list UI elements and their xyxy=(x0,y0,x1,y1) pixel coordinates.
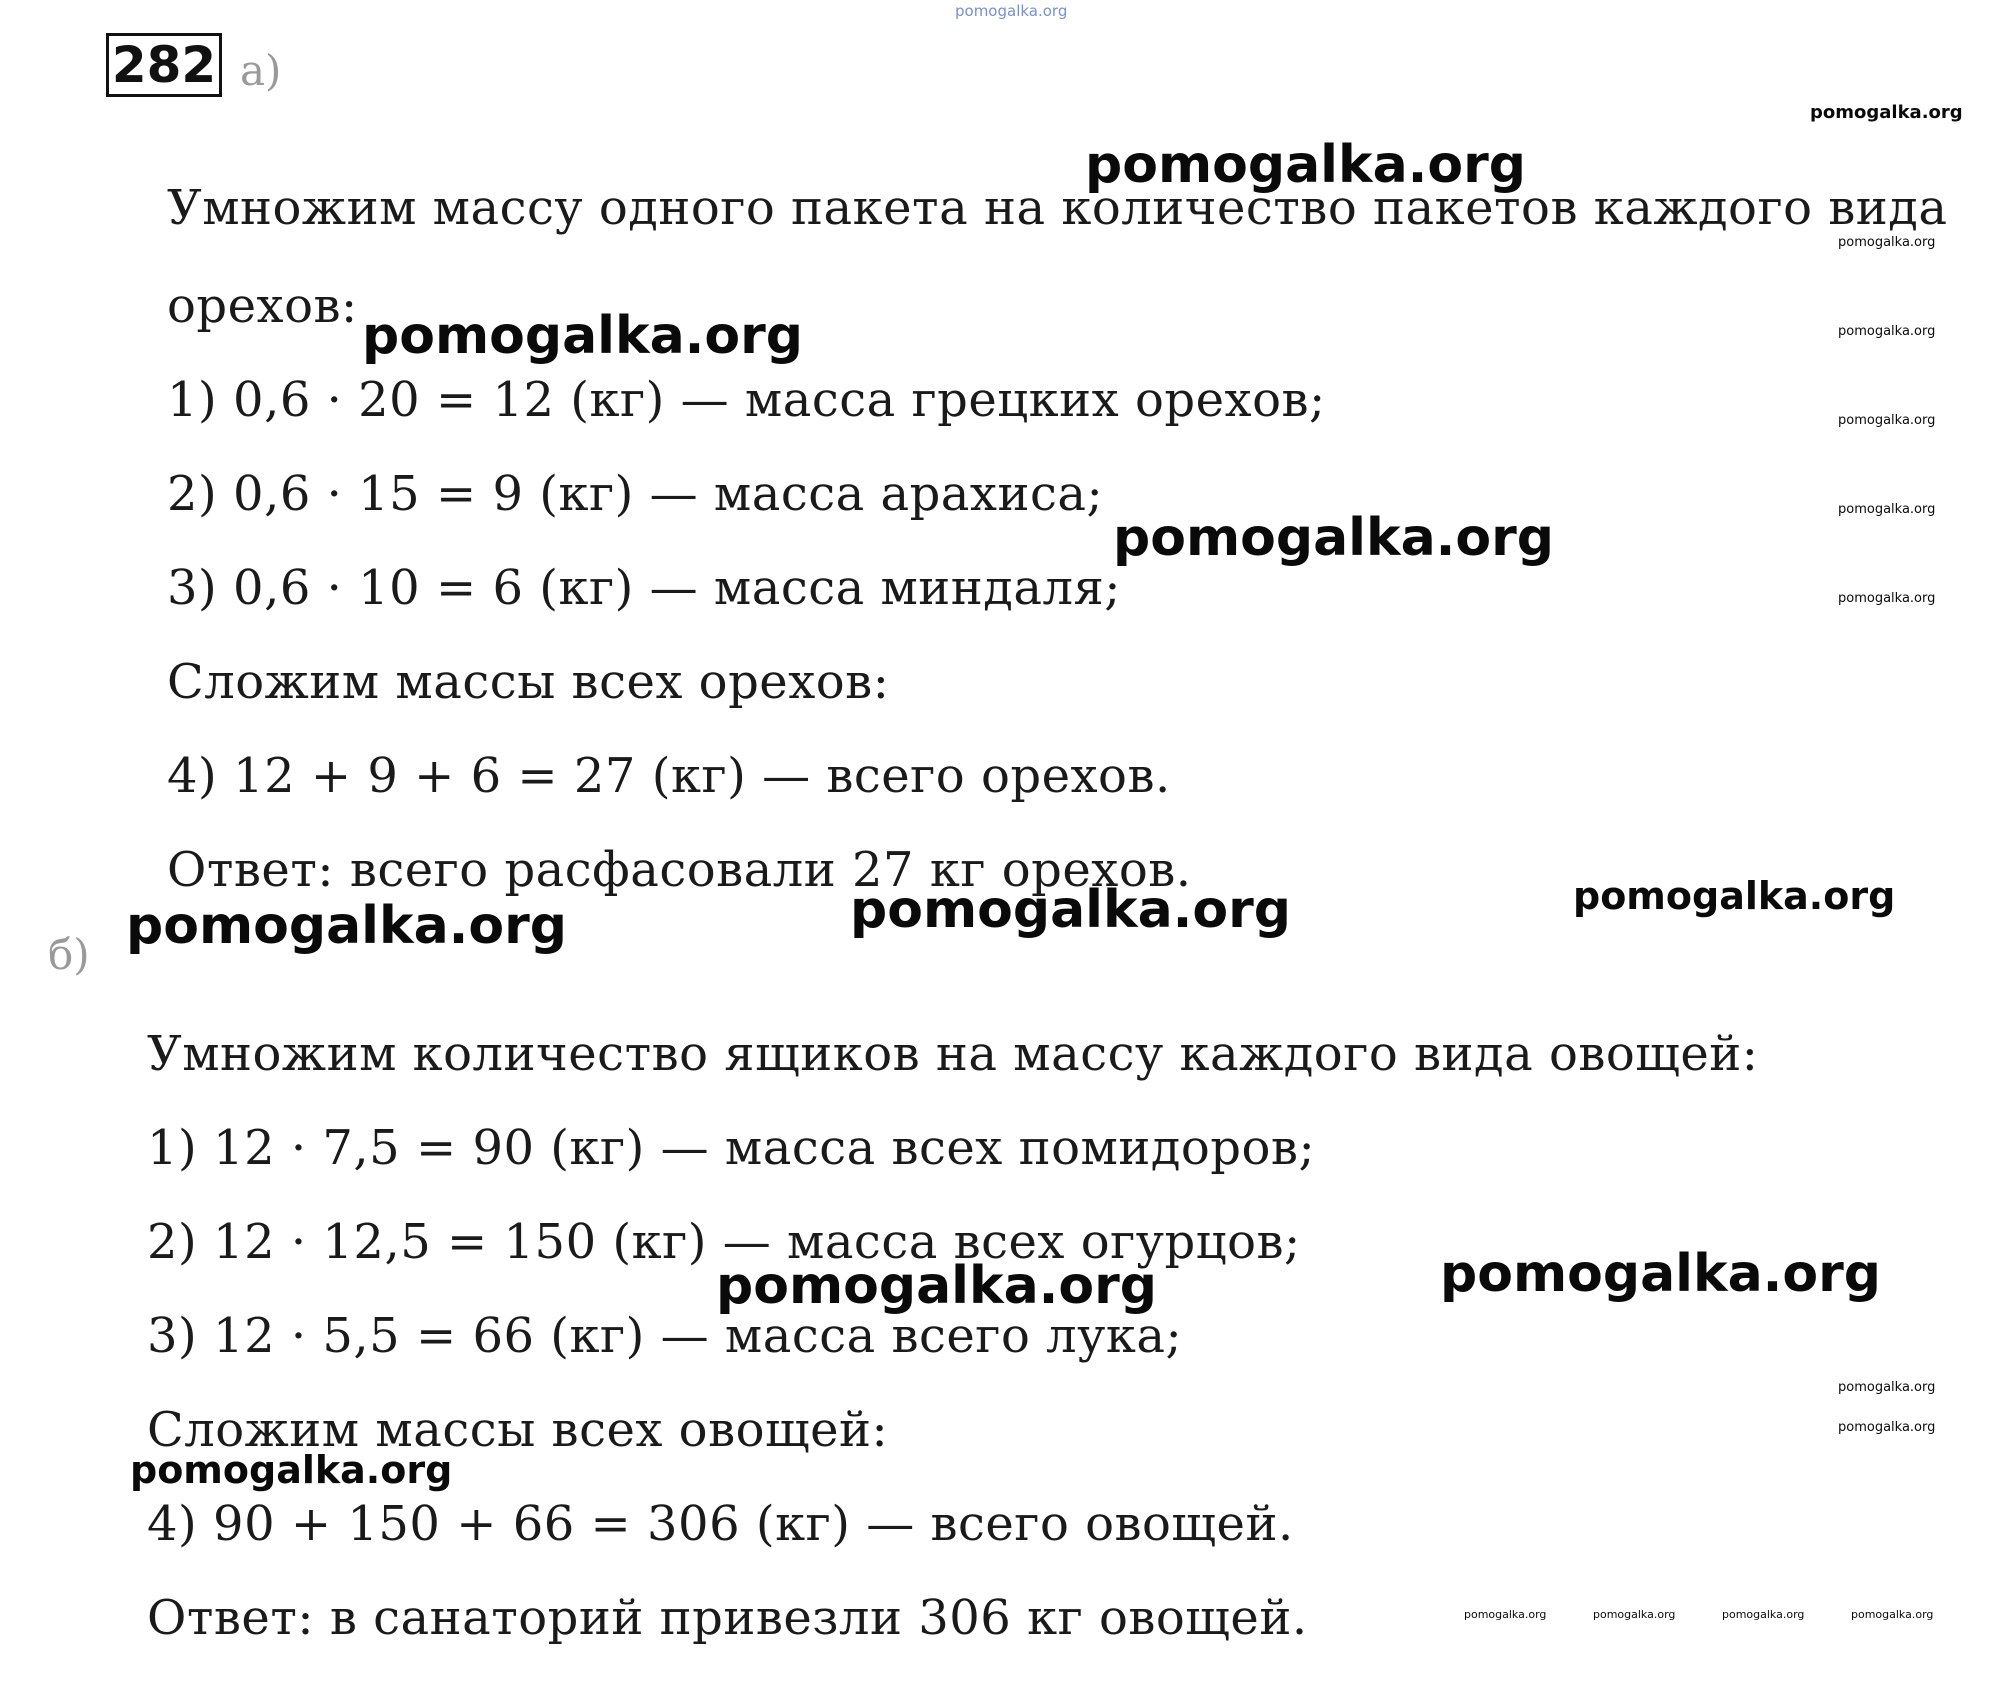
part-b-line-5: Сложим массы всех овощей: xyxy=(147,1402,889,1458)
watermark: pomogalka.org xyxy=(1851,1608,1934,1621)
watermark: pomogalka.org xyxy=(1440,1244,1882,1304)
part-a-line-5: 3) 0,6 · 10 = 6 (кг) — масса миндаля; xyxy=(167,560,1121,616)
watermark-top: pomogalka.org xyxy=(955,2,1068,20)
watermark: pomogalka.org xyxy=(1722,1608,1805,1621)
part-b-answer: Ответ: в санаторий привезли 306 кг овощей. xyxy=(147,1590,1308,1646)
part-b-line-3: 2) 12 · 12,5 = 150 (кг) — масса всех огурцов; xyxy=(147,1214,1301,1270)
part-b-label: б) xyxy=(48,930,90,979)
watermark: pomogalka.org xyxy=(126,896,568,956)
watermark: pomogalka.org xyxy=(1838,591,1936,606)
part-a-line-6: Сложим массы всех орехов: xyxy=(167,654,890,710)
part-a-line-3: 1) 0,6 · 20 = 12 (кг) — масса грецких орехов; xyxy=(167,372,1326,428)
part-a-answer: Ответ: всего расфасовали 27 кг орехов. xyxy=(167,842,1192,898)
watermark: pomogalka.org xyxy=(1810,102,1963,123)
part-b-line-4: 3) 12 · 5,5 = 66 (кг) — масса всего лука; xyxy=(147,1308,1183,1364)
watermark: pomogalka.org xyxy=(1838,324,1936,339)
watermark: pomogalka.org xyxy=(1838,235,1936,250)
part-a-line-7: 4) 12 + 9 + 6 = 27 (кг) — всего орехов. xyxy=(167,748,1171,804)
part-a-line-1: Умножим массу одного пакета на количество пакетов каждого вида xyxy=(167,180,1948,236)
watermark: pomogalka.org xyxy=(1838,413,1936,428)
problem-number: 282 xyxy=(106,33,222,97)
watermark: pomogalka.org xyxy=(1113,508,1555,568)
watermark: pomogalka.org xyxy=(130,1448,453,1492)
watermark: pomogalka.org xyxy=(1573,874,1896,918)
watermark: pomogalka.org xyxy=(1464,1608,1547,1621)
watermark: pomogalka.org xyxy=(1593,1608,1676,1621)
watermark: pomogalka.org xyxy=(1085,135,1527,195)
part-b-line-6: 4) 90 + 150 + 66 = 306 (кг) — всего овощей. xyxy=(147,1496,1294,1552)
watermark: pomogalka.org xyxy=(1838,502,1936,517)
watermark: pomogalka.org xyxy=(1838,1420,1936,1435)
watermark: pomogalka.org xyxy=(716,1256,1158,1316)
part-b-line-2: 1) 12 · 7,5 = 90 (кг) — масса всех помидоров; xyxy=(147,1120,1316,1176)
watermark: pomogalka.org xyxy=(850,880,1292,940)
part-a-label: а) xyxy=(240,46,282,95)
part-a-line-2: орехов: xyxy=(167,278,358,334)
part-b-line-1: Умножим количество ящиков на массу каждого вида овощей: xyxy=(147,1026,1759,1082)
part-a-line-4: 2) 0,6 · 15 = 9 (кг) — масса арахиса; xyxy=(167,466,1104,522)
watermark: pomogalka.org xyxy=(1838,1380,1936,1395)
watermark: pomogalka.org xyxy=(362,306,804,366)
